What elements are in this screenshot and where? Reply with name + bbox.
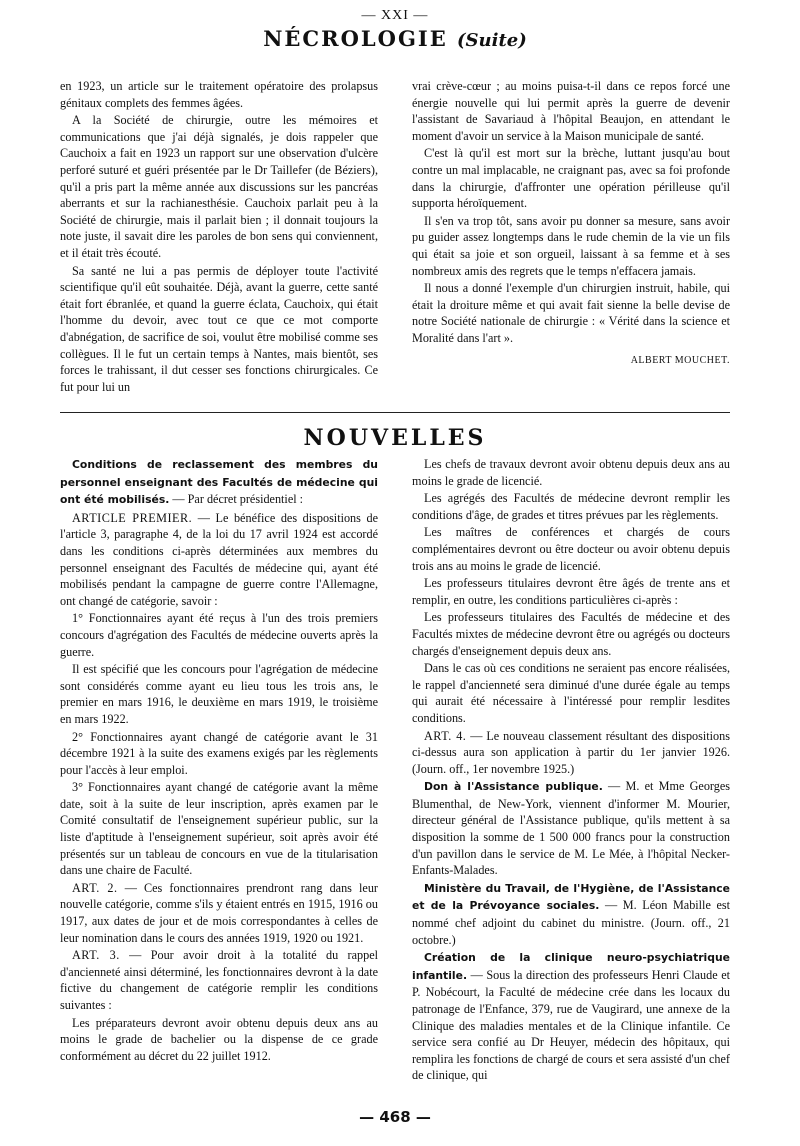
article-label: ART. 4. xyxy=(424,728,467,743)
section-divider xyxy=(60,412,730,413)
paragraph: 2° Fonctionnaires ayant changé de catégorie avant le 31 décembre 1921 à la suite des examens exigés par les règlements pour l'accès à leur emploi. xyxy=(60,729,378,777)
paragraph: Les chefs de travaux devront avoir obtenu depuis deux ans au moins le grade de licencié. xyxy=(412,457,730,488)
paragraph: Il nous a donné l'exemple d'un chirurgien instruit, habile, qui était la droiture même et qui avait fait sienne la belle devise de notre Société nationale de chirurgie : « Vérité dans la science et Moralité dans l'art ». xyxy=(412,281,730,345)
paragraph: en 1923, un article sur le traitement opératoire des prolapsus génitaux complets des femmes âgées. xyxy=(60,79,378,110)
paragraph: Les préparateurs devront avoir obtenu depuis deux ans au moins le grade de bachelier ou la dispense de ce grade conformément au décret du 22 juillet 1912. xyxy=(60,1015,378,1063)
news-text: — M. et Mme Georges Blumenthal, de New-York, viennent d'informer M. Mourier, directeur général de l'Assistance publique, qu'ils mettent à sa disposition la somme de 1 500 000 francs pour la construction d'un pavillon dans le service de M. Le Mée, à l'hôpital Necker-Enfants-Malades. xyxy=(412,779,731,878)
page-number: — 468 — xyxy=(359,1108,431,1126)
paragraph: C'est là qu'il est mort sur la brèche, luttant jusqu'au bout contre un mal implacable, ne craignant pas, avec sa foi profonde dans la chirurgie, d'affronter une opération périlleuse qu'il supporta héroïquement. xyxy=(412,146,730,211)
necrologie-suite: (Suite) xyxy=(457,30,527,51)
running-head: — XXI — xyxy=(361,8,429,23)
news-heading: Création de la clinique neuro-psychiatrique infantile. xyxy=(412,951,730,982)
nouvelles-right-column xyxy=(412,456,730,1096)
paragraph: vrai crève-cœur ; au moins puisa-t-il dans ce repos forcé une énergie nouvelle qui lui permit après la guerre de devenir l'assistant de Savariaud à l'hôpital Beaujon, en attendant le moment d'avoir un service à la Maison municipale de santé. xyxy=(412,79,730,143)
nouvelles-title: NOUVELLES xyxy=(303,425,487,451)
news-heading: Ministère du Travail, de l'Hygiène, de l'Assistance et de la Prévoyance sociales. xyxy=(412,881,730,913)
paragraph: Sa santé ne lui a pas permis de déployer toute l'activité scientifique qu'il eût souhaitée. Déjà, avant la guerre, cette santé était fort ébranlée, et quand la guerre éclata, Cauchoix, qui était l'homme du devoir, avec tout ce que ce mot comporte d'abnégation, de sacrifice de soi, voulut être mobilisé comme ses collègues. Il le fut un certain temps à Nantes, mais bientôt, ses forces le trahissant, il dut cesser ses fonctions chirurgicales. Ce fut pour lui un xyxy=(60,263,378,394)
nouvelles-left-column xyxy=(60,456,378,1096)
paragraph: Les professeurs titulaires des Facultés de médecine et des Facultés mixtes de médecine devront être ou agrégés ou docteurs chargés d'enseignement depuis deux ans. xyxy=(412,610,730,658)
paragraph: A la Société de chirurgie, outre les mémoires et communications que j'ai déjà signalés, je dois rappeler que Cauchoix a fait en 1923 un rapport sur une observation d'ulcère perforé suturé et guéri présentée par le Dr Taillefer (de Béziers), qu'il a pris part la même année aux discussions sur les pancréas aberrants et sur la rachianesthésie. Cauchoix parlait peu à la Société de chirurgie, mais il parlait bien ; il donnait toujours la note juste, il savait dire les paroles de bon sens qui conviennent, et il était très écouté. xyxy=(60,113,378,260)
paragraph: 1° Fonctionnaires ayant été reçus à l'un des trois premiers concours d'agrégation des Facultés de médecine ouverts après la guerre. xyxy=(60,611,378,659)
news-text: — Sous la direction des professeurs Henri Claude et P. Nobécourt, la Faculté de médecine crée dans les locaux du patronage de l'Enfance, 379, rue de Vaugirard, une annexe de la Clinique des maladies mentales et de la Clinique infantile. Ce service sera confié au Dr Heuyer, médecin des hôpitaux, qui remplira les fonctions de chargé de cours et sera assisté d'un chef de clinique, qui xyxy=(412,967,730,1083)
article-text: — Ces fonctionnaires prendront rang dans leur nouvelle catégorie, comme s'ils y étaient entrés en 1915, 1916 ou 1917, aux dates de jour et de mois correspondantes à celles de leur nomination dans le cours des années 1919, 1920 ou 1921. xyxy=(60,880,378,945)
news-text: — M. Léon Mabille est nommé chef adjoint du cabinet du ministre. (Journ. off., 21 octobre.) xyxy=(412,898,731,947)
article-label: ARTICLE PREMIER. xyxy=(72,510,193,525)
paragraph: Les professeurs titulaires devront être âgés de trente ans et remplir, en outre, les conditions particulières ci-après : xyxy=(412,576,730,607)
paragraph: Il est spécifié que les concours pour l'agrégation de médecine sont considérés comme ayant eu lieu tous les trois ans, le premier en mars 1916, le deuxième en mars 1919, le troisième en mars 1922. xyxy=(60,662,378,726)
news-heading: Conditions de reclassement des membres du personnel enseignant des Facultés de médecine qui ont été mobilisés. xyxy=(60,458,378,507)
article-text: — Le bénéfice des dispositions de l'article 3, paragraphe 4, de la loi du 17 avril 1924 est accordé dans les conditions ci-après déterminées aux membres du personnel enseignant des Facultés de médecine qui, ayant été mobilisés pendant la campagne de guerre contre l'Allemagne, ont changé de catégorie, savoir : xyxy=(60,510,378,608)
news-heading-tail: — Par décret présidentiel : xyxy=(169,492,304,507)
necrologie-title-text: NÉCROLOGIE xyxy=(263,26,448,51)
article-text: — Pour avoir droit à la totalité du rappel d'ancienneté ainsi déterminé, les fonctionnaires devront à la date fictive du changement de catégorie remplir les conditions suivantes : xyxy=(60,948,378,1012)
news-item-reclassement xyxy=(60,456,378,509)
necrologie-title xyxy=(60,26,730,51)
document-page xyxy=(60,0,730,1146)
news-heading: Don à l'Assistance publique. xyxy=(424,780,603,794)
paragraph: Les maîtres de conférences et chargés de cours complémentaires devront ou être docteur ou avoir obtenu depuis trois ans au moins le grade de licencié. xyxy=(412,525,730,573)
paragraph: 3° Fonctionnaires ayant changé de catégorie avant la même date, soit à la suite de leur inscription, après examen par le Comité consultatif de l'enseignement supérieur public, sur la liste d'aptitude à l'enseignement supérieur, soit après avoir été présentés sur un tableau de concours en vue de la titularisation dans une chaire de Faculté. xyxy=(60,780,378,878)
article-label: ART. 2. xyxy=(72,880,118,895)
signature: ALBERT MOUCHET. xyxy=(630,354,730,366)
article-text: — Le nouveau classement résultant des dispositions ci-dessus aura son application à partir du 1er janvier 1926. (Journ. off., 1er novembre 1925.) xyxy=(412,728,730,776)
necrologie-right-column xyxy=(412,78,730,408)
necrologie-left-column xyxy=(60,78,378,400)
paragraph: Il s'en va trop tôt, sans avoir pu donner sa mesure, sans avoir pu guider assez longtemps dans le rude chemin de la vie un fils qui était sa joie et son orgueil, laissant à sa femme et à ses nombreux amis des regrets que le temps n'effacera jamais. xyxy=(412,213,730,278)
paragraph: Les agrégés des Facultés de médecine devront remplir les conditions d'âge, de grades et titres prévues par les règlements. xyxy=(412,491,730,522)
paragraph: Dans le cas où ces conditions ne seraient pas encore réalisées, le rappel d'ancienneté sera diminué d'une durée égale au temps qui aurait été nécessaire à l'intéressé pour remplir lesdites conditions. xyxy=(412,661,730,725)
article-label: ART. 3. xyxy=(72,948,120,963)
